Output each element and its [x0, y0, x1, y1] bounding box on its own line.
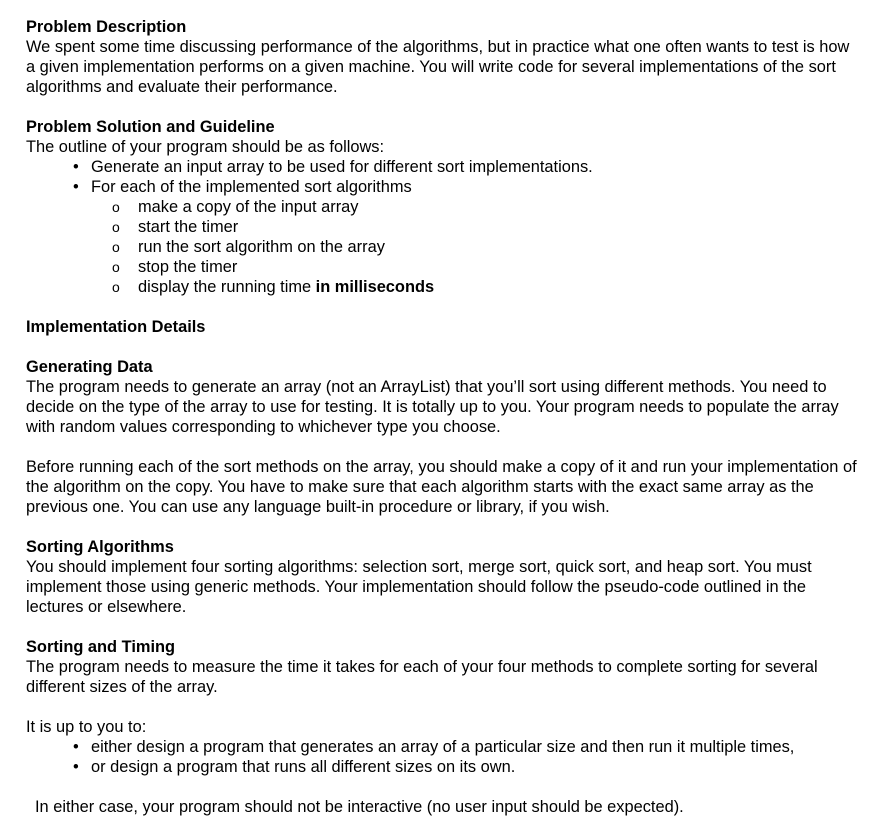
- outline-item-label: For each of the implemented sort algorithms: [91, 178, 412, 196]
- closing-statement: In either case, your program should not be interactive (no user input should be expected).: [35, 798, 684, 816]
- step-item: o stop the timer: [110, 257, 858, 277]
- step-item: o start the timer: [110, 217, 858, 237]
- solution-guideline-section: [26, 117, 858, 297]
- option-item: • either design a program that generates an array of a particular size and then run it multiple times,: [73, 737, 858, 757]
- outline-item: [73, 177, 858, 297]
- generating-data-section: [26, 357, 858, 437]
- steps-list: [91, 197, 858, 297]
- solution-guideline-heading: Problem Solution and Guideline: [26, 118, 275, 136]
- sorting-timing-heading: Sorting and Timing: [26, 638, 176, 656]
- step-item: o run the sort algorithm on the array: [110, 237, 858, 257]
- step-item: o make a copy of the input array: [110, 197, 858, 217]
- outline-item: • Generate an input array to be used for different sort implementations.: [73, 157, 858, 177]
- problem-description-heading: Problem Description: [26, 18, 187, 36]
- sorting-timing-text: The program needs to measure the time it takes for each of your four methods to complete sorting for several different sizes of the array.: [26, 658, 818, 696]
- step-item: [110, 277, 858, 297]
- milliseconds-emphasis: in milliseconds: [315, 278, 435, 296]
- implementation-section: [26, 317, 858, 337]
- step-item-text: display the running time: [138, 278, 316, 296]
- generating-data-paragraph: The program needs to generate an array (not an ArrayList) that you’ll sort using different methods. You need to decide on the type of the array to use for testing. It is totally up to you. Your program needs to populate the array with random values corresponding to whichever type you choose.: [26, 378, 839, 436]
- outline-list: [26, 157, 858, 297]
- generating-data-heading: Generating Data: [26, 358, 153, 376]
- copy-array-paragraph: Before running each of the sort methods on the array, you should make a copy of it and run your implementation of the algorithm on the copy. You have to make sure that each algorithm starts with the exact same array as the previous one. You can use any language built-in procedure or library, if you wish.: [26, 458, 857, 516]
- implementation-heading: Implementation Details: [26, 318, 206, 336]
- options-list: [26, 737, 858, 777]
- options-section: [26, 717, 858, 777]
- sorting-algorithms-heading: Sorting Algorithms: [26, 538, 174, 556]
- copy-array-section: [26, 457, 858, 517]
- problem-description-text: We spent some time discussing performance of the algorithms, but in practice what one often wants to test is how a given implementation performs on a given machine. You will write code for several implementations of the sort algorithms and evaluate their performance.: [26, 38, 850, 96]
- problem-description-section: [26, 17, 858, 97]
- options-intro: It is up to you to:: [26, 718, 147, 736]
- sorting-algorithms-text: You should implement four sorting algorithms: selection sort, merge sort, quick sort, and heap sort. You must implement those using generic methods. Your implementation should follow the pseudo-code outlined in the lectures or elsewhere.: [26, 558, 812, 616]
- sorting-timing-section: [26, 637, 858, 697]
- solution-guideline-intro: The outline of your program should be as follows:: [26, 138, 385, 156]
- option-item: • or design a program that runs all different sizes on its own.: [73, 757, 858, 777]
- sorting-algorithms-section: [26, 537, 858, 617]
- document-body: [26, 17, 858, 817]
